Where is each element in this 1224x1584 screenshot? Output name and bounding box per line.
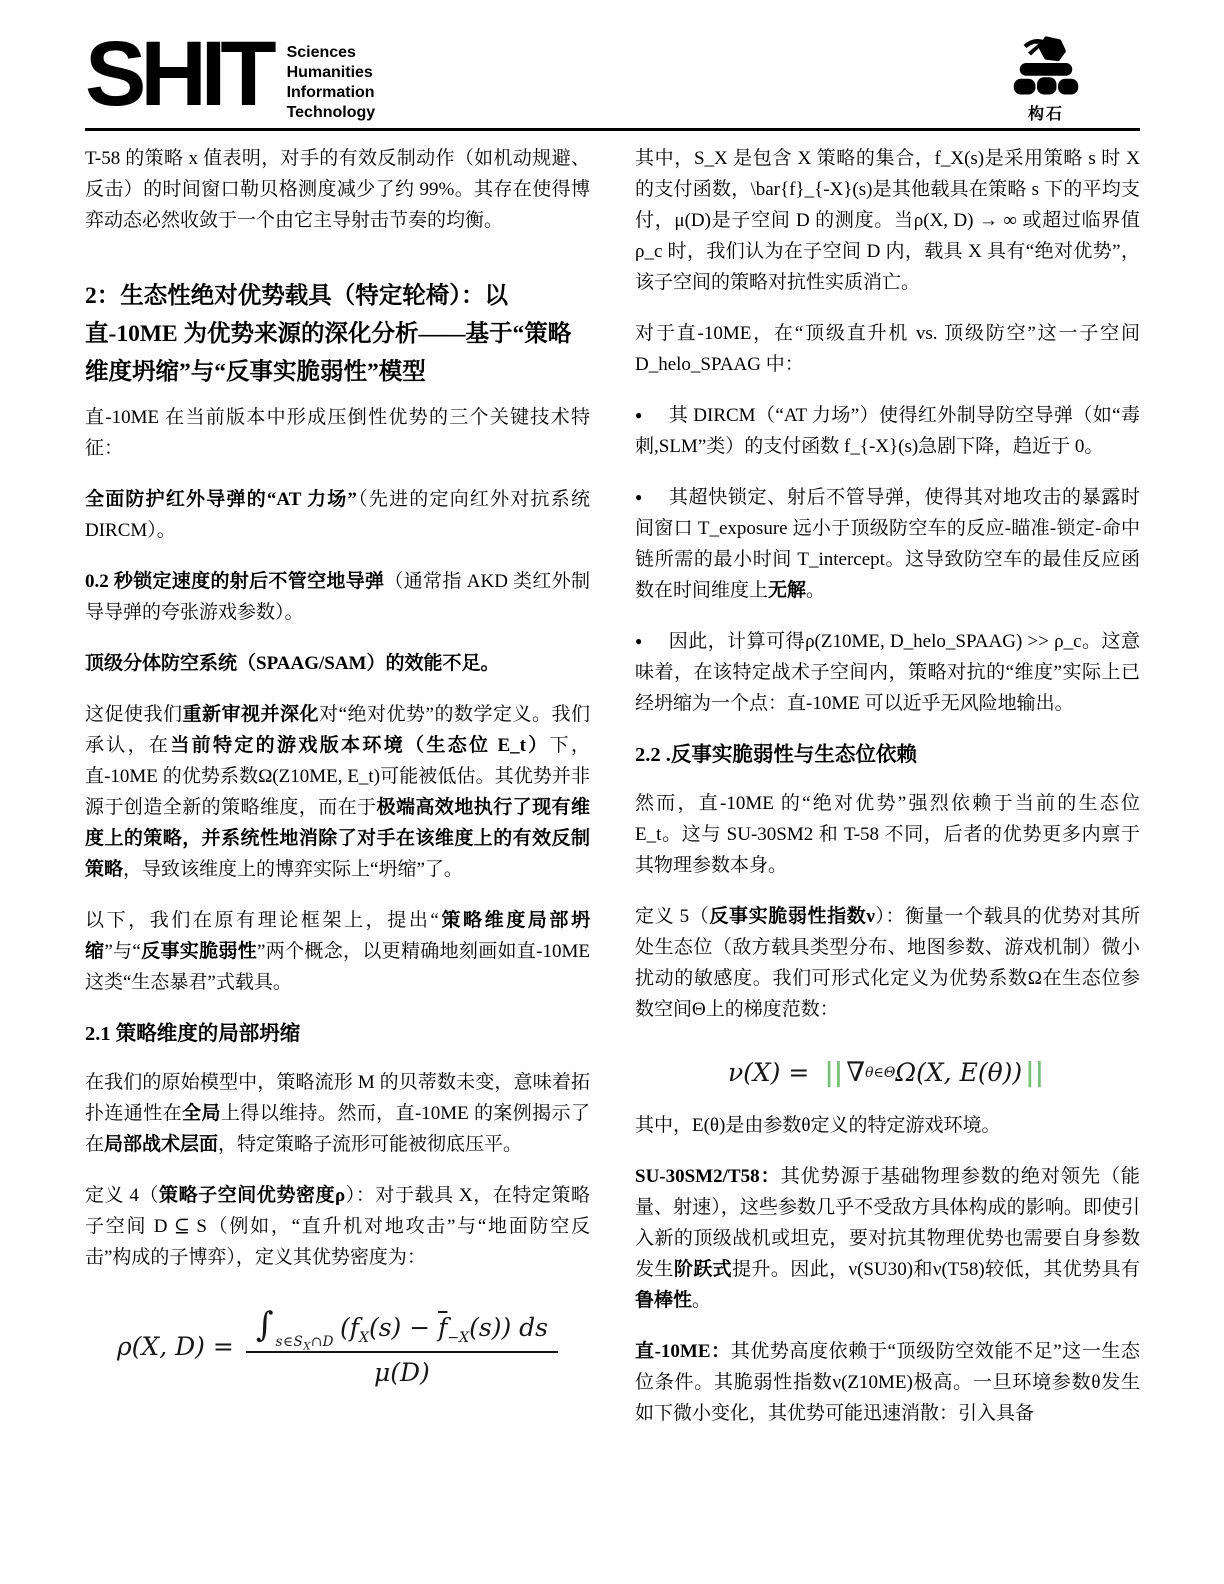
left-column (85, 143, 590, 1449)
paragraph-definition-5: 定义 5（反事实脆弱性指数ν）：衡量一个载具的优势对其所处生态位（敌方载具类型分布、地图参数、游戏机制）微小扰动的敏感度。我们可形式化定义为优势系数Ω在生态位参数空间Θ上的梯度范数： (635, 906, 1140, 1020)
paragraph-redefine-advantage: 这促使我们重新审视并深化对“绝对优势”的数学定义。我们承认，在当前特定的游戏版本环境（生态位 E_t）下，直-10ME 的优势系数Ω(Z10ME, E_t)可能被低估。其优势并非源于创造全新的策略维度，而在于极端高效地执行了现有维度上的策略，并系统性地消除了对手在该维度上的有效反制策略，导致该维度上的博弈实际上“坍缩”了。 (85, 704, 590, 880)
section-2-1-heading: 2.1 策略维度的局部坍缩 (85, 1023, 301, 1045)
paragraph-two-concepts: 以下，我们在原有理论框架上，提出“策略维度局部坍缩”与“反事实脆弱性”两个概念，以更精确地刻画如直-10ME 这类“生态暴君”式载具。 (85, 910, 590, 993)
integrand-mid: (s) − (368, 1313, 439, 1342)
bullet-text: 其 DIRCM（“AT 力场”）使得红外制导防空导弹（如“毒刺,SLM”类）的支付函数 f_{-X}(s)急剧下降，趋近于 0。 (635, 405, 1141, 457)
limit-subscript: X (303, 1341, 311, 1353)
paragraph-three-features: 直-10ME 在当前版本中形成压倒性优势的三个关键技术特征： (85, 407, 590, 459)
formula-rho-lhs: ρ(X, D) = (116, 1331, 234, 1361)
tagline-line-sciences: Sciences (286, 44, 356, 61)
journal-logo (85, 23, 376, 125)
fraction (246, 1305, 558, 1387)
formula-rho (85, 1305, 590, 1387)
denominator: μ(D) (374, 1358, 430, 1387)
formula-nu-body: Ω(X, E(θ)) (895, 1058, 1023, 1087)
paragraph-niche-dependence: 然而，直-10ME 的“绝对优势”强烈依赖于当前的生态位 E_t。这与 SU-30SM2 和 T-58 不同，后者的优势更多内禀于其物理参数本身。 (635, 793, 1140, 876)
f-bar: $\overline{f}$ (438, 1313, 448, 1342)
stone-pile-icon (1008, 36, 1084, 102)
journal-tagline (287, 34, 376, 123)
bullet-icon: ● (635, 634, 643, 648)
limit-text: ∩D (310, 1334, 334, 1350)
paragraph-manifold-model: 在我们的原始模型中，策略流形 M 的贝蒂数未变，意味着拓扑连通性在全局上得以维持。然而，直-10ME 的案例揭示了在局部战术层面，特定策略子流形可能被彻底压平。 (85, 1072, 590, 1155)
tagline-line-humanities: Humanities (286, 64, 373, 81)
paragraph-spaag-deficiency: 顶级分体防空系统（SPAAG/SAM）的效能不足。 (85, 653, 500, 674)
bullet-icon: ● (635, 490, 643, 504)
paragraph-dircm: 全面防护红外导弹的“AT 力场”（先进的定向红外对抗系统 DIRCM）。 (85, 489, 590, 541)
publisher-name: 构石 (1027, 106, 1064, 123)
paragraph-z10me-fragile: 直-10ME：其优势高度依赖于“顶级防空效能不足”这一生态位条件。其脆弱性指数ν(Z10ME)极高。一旦环境参数θ发生如下微小变化，其优势可能迅速消散：引入具备 (635, 1341, 1141, 1424)
paragraph-t58-measure: T-58 的策略 x 值表明，对手的有效反制动作（如机动规避、反击）的时间窗口勒贝格测度减少了约 99%。其存在使得博弈动态必然收敛于一个由它主导射击节奏的均衡。 (85, 148, 590, 231)
paragraph-notation: 其中，S_X 是包含 X 策略的集合，f_X(s)是采用策略 s 时 X 的支付函数，\bar{f}_{-X}(s)是其他载具在策略 s 下的平均支付，μ(D)是子空间 D 的测度。当ρ(X, D) → ∞ 或超过临界值ρ_c 时，我们认为在子空间 D 内，载具 X 具有“绝对优势”，该子空间的策略对抗性实质消亡。 (635, 148, 1140, 293)
nabla-sign: ∇ (846, 1057, 866, 1088)
integral-limits (275, 1334, 334, 1353)
paragraph-akd-missile: 0.2 秒锁定速度的射后不管空地导弹（通常指 AKD 类红外制导导弹的夸张游戏参数）。 (85, 571, 590, 623)
bullet-icon: ● (635, 408, 643, 422)
paragraph-definition-4: 定义 4（策略子空间优势密度ρ）：对于载具 X，在特定策略子空间 D ⊆ S（例如，“直升机对地攻击”与“地面防空反击”构成的子博弈），定义其优势密度为： (85, 1185, 590, 1268)
header-divider (85, 128, 1140, 131)
paragraph-subspace-intro: 对于直-10ME，在“顶级直升机 vs. 顶级防空”这一子空间 D_helo_SPAAG 中： (635, 323, 1140, 375)
norm-bar-right: || (1025, 1057, 1045, 1088)
subscript: X (359, 1330, 369, 1346)
integral-sign: ∫ (255, 1305, 274, 1345)
tagline-line-technology: Technology (286, 104, 376, 121)
integrand-close: (s)) ds (469, 1313, 548, 1342)
masthead (85, 23, 1140, 125)
article-body (85, 143, 1140, 1449)
tagline-line-information: Information (286, 84, 375, 101)
numerator (246, 1305, 558, 1353)
bullet-item-rho-result (635, 626, 1140, 719)
bullet-text: 因此，计算可得ρ(Z10ME, D_helo_SPAAG) >> ρ_c。这意味着，在该特定战术子空间内，策略对抗的“维度”实际上已经坍缩为一个点：直-10ME 可以近乎无风险地输出。 (635, 631, 1141, 714)
publisher-mark (1008, 34, 1084, 124)
section-2-2-heading: 2.2 .反事实脆弱性与生态位依赖 (635, 744, 917, 766)
bullet-item-dircm (635, 400, 1140, 462)
subscript: −X (447, 1330, 470, 1346)
limit-text: s∈S (275, 1334, 304, 1350)
nabla-subscript: θ∈Θ (865, 1064, 896, 1081)
bullet-item-exposure (635, 482, 1140, 606)
paragraph-su30-t58-robust: SU-30SM2/T58：其优势源于基础物理参数的绝对领先（能量、射速），这些参数几乎不受敌方具体构成的影响。即使引入新的顶级战机或坦克，要对抗其物理优势也需要自身参数发生阶跃式提升。因此，ν(SU30)和ν(T58)较低，其优势具有鲁棒性。 (635, 1166, 1140, 1311)
section-2-heading: 2：生态性绝对优势载具（特定轮椅）：以直-10ME 为优势来源的深化分析——基于“策略维度坍缩”与“反事实脆弱性”模型 (85, 283, 572, 385)
formula-nu (635, 1057, 1140, 1088)
formula-nu-lhs: ν(X) = (727, 1058, 810, 1087)
bullet-text: 其超快锁定、射后不管导弹，使得其对地攻击的暴露时间窗口 T_exposure 远小于顶级防空车的反应-瞄准-锁定-命中链所需的最小时间 T_intercept。这导致防空车的最佳反应函数在时间维度上无解。 (635, 487, 1140, 601)
integrand-open: (f (339, 1313, 359, 1342)
norm-bar-left: || (824, 1057, 844, 1088)
right-column (635, 143, 1140, 1449)
paragraph-env-definition: 其中，E(θ)是由参数θ定义的特定游戏环境。 (635, 1115, 1001, 1136)
journal-logo-text: SHIT (85, 23, 271, 125)
